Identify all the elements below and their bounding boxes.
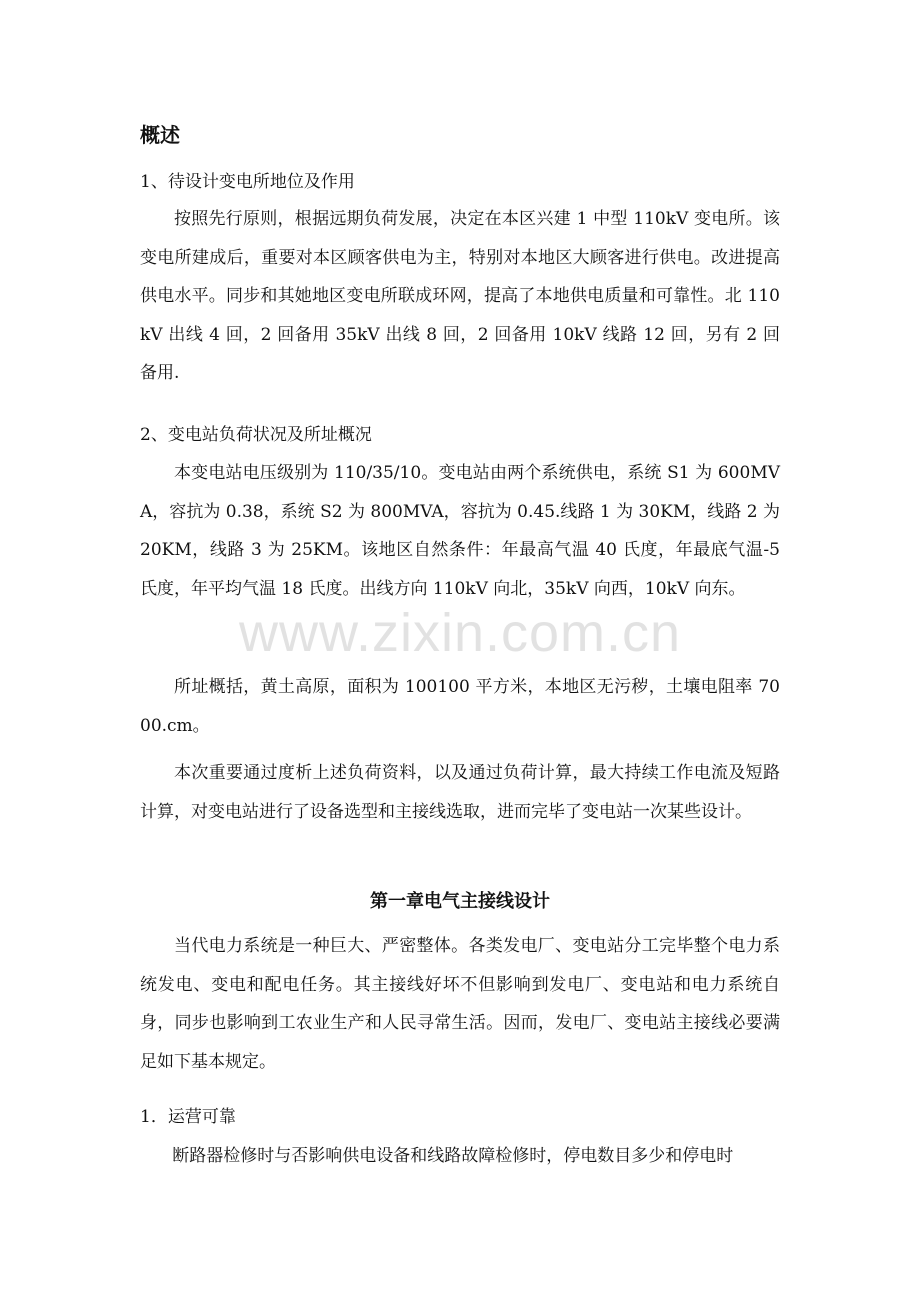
watermark: www.zixin.com.cn [238,603,682,663]
heading-reliable: 1．运营可靠 [140,1107,236,1127]
section-title: 概述 [140,123,180,147]
paragraph-power-system: 当代电力系统是一种巨大、严密整体。各类发电厂、变电站分工完毕整个电力系统发电、变电和配电任务。其主接线好坏不但影响到发电厂、变电站和电力系统自身，同步也影响到工农业生产和人民寻常生活。因而，发电厂、变电站主接线必要满足如下基本规定。 [140,936,780,1072]
paragraph-summary: 本次重要通过度析上述负荷资料，以及通过负荷计算，最大持续工作电流及短路计算，对变电站进行了设备选型和主接线选取，进而完毕了变电站一次某些设计。 [140,763,780,822]
paragraph-site: 所址概括，黄土高原，面积为 100100 平方米，本地区无污秽，土壤电阻率 7000.cm。 [140,677,780,736]
heading-load-site: 2、变电站负荷状况及所址概况 [140,425,372,445]
heading-role: 1、待设计变电所地位及作用 [140,172,355,192]
paragraph-reliability: 断路器检修时与否影响供电设备和线路故障检修时，停电数目多少和停电时 [172,1146,734,1166]
chapter-title: 第一章电气主接线设计 [370,891,550,912]
paragraph-overview: 按照先行原则，根据远期负荷发展，决定在本区兴建 1 中型 110kV 变电所。该变电所建成后，重要对本区顾客供电为主，特别对本地区大顾客进行供电。改进提高供电水平。同步和其她地区变电所联成环网，提高了本地供电质量和可靠性。北 110kV 出线 4 回，2 回备用 35kV 出线 8 回，2 回备用 10kV 线路 12 回，另有 2 回备用. [140,209,780,383]
paragraph-load: 本变电站电压级别为 110/35/10。变电站由两个系统供电，系统 S1 为 600MVA，容抗为 0.38，系统 S2 为 800MVA，容抗为 0.45.线路 1 为 30KM，线路 2 为 20KM，线路 3 为 25KM。该地区自然条件：年最高气温 40 氏度，年最底气温-5 氏度，年平均气温 18 氏度。出线方向 110kV 向北，35kV 向西，10kV 向东。 [140,463,780,599]
